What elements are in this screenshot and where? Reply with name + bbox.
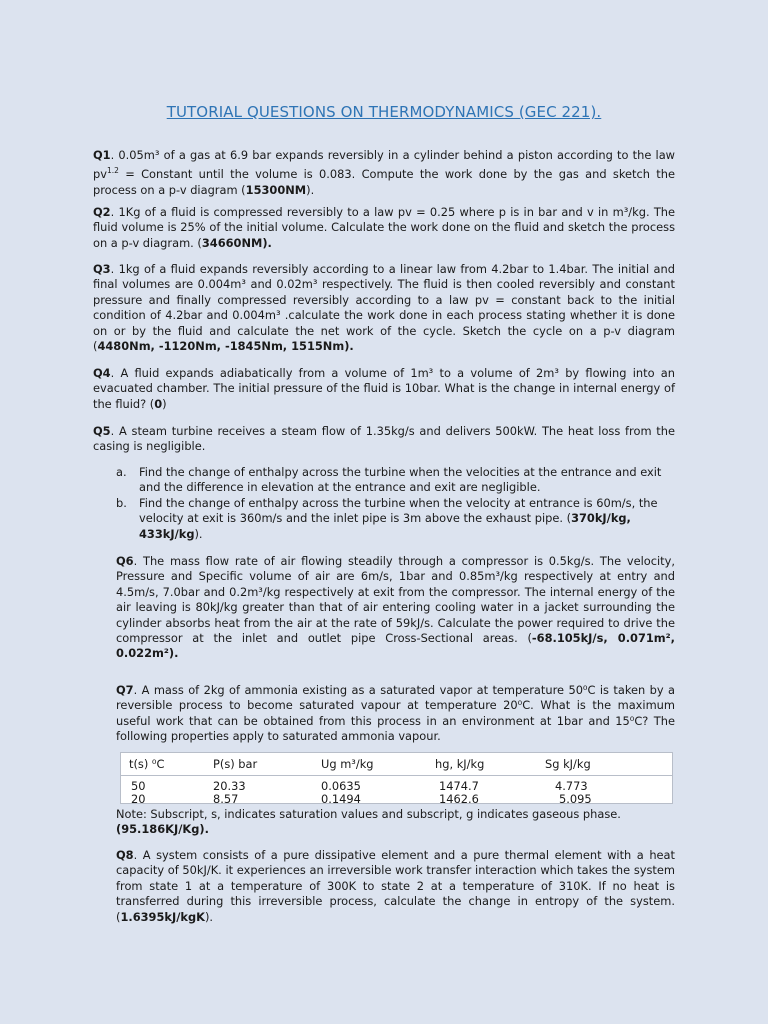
document-title: TUTORIAL QUESTIONS ON THERMODYNAMICS (GEC 221).: [166, 103, 602, 121]
table-header-cell: P(s) bar: [213, 757, 258, 771]
question-label: Q5: [93, 424, 111, 438]
question-label: Q2: [93, 205, 111, 219]
question-label: Q6: [116, 554, 134, 568]
question-label: Q8: [116, 848, 134, 862]
question-4: Q4. A fluid expands adiabatically from a volume of 1m³ to a volume of 2m³ by flowing into an evacuated chamber. The initial pressure of the fluid is 10bar. What is the change in internal energy of the fluid? (0): [93, 366, 675, 411]
table-header-cell: Ug m³/kg: [321, 757, 374, 771]
question-6: Q6. The mass flow rate of air flowing steadily through a compressor is 0.5kg/s. The velocity, Pressure and Specific volume of air are 6m/s, 1bar and 0.85m³/kg respectively at entry and 4.5m/s, 7.0bar and 0.2m³/kg respectively at exit from the compressor. The internal energy of the air leaving is 80kJ/kg greater than that of air entering cooling water in a jacket surrounding the cylinder absorbs heat from the air at the rate of 59kJ/s. Calculate the power required to drive the compressor at the inlet and outlet pipe Cross-Sectional areas. (-68.105kJ/s, 0.071m², 0.022m²).: [116, 554, 675, 661]
answer: 370kJ/kg, 433kJ/kg: [139, 511, 631, 541]
table-cell: 20.33: [213, 779, 246, 793]
answer: 0: [154, 396, 163, 411]
question-label: Q1: [93, 148, 111, 162]
answer: -68.105kJ/s, 0.071m², 0.022m²).: [116, 631, 675, 661]
question-1: Q1. 0.05m³ of a gas at 6.9 bar expands reversibly in a cylinder behind a piston according to the law $pv^{1.2}$ = Constant until the volume is 0.083. Compute the work done by the gas and sketch the process on a p-v diagram (15300NM).: [93, 148, 675, 197]
table-row: [121, 790, 672, 805]
question-5: Q5. A steam turbine receives a steam flow of 1.35kg/s and delivers 500kW. The heat loss from the casing is negligible.: [93, 424, 675, 454]
table-cell: 50: [131, 779, 146, 793]
table-cell: 1474.7: [439, 779, 479, 793]
question-3: Q3. 1kg of a fluid expands reversibly according to a linear law from 4.2bar to 1.4bar. The initial and final volumes are 0.004m³ and 0.02m³ respectively. The fluid is then cooled reversibly and constant pressure and finally compressed reversibly according to a law pv = constant back to the initial condition of 4.2bar and 0.004m³ .calculate the work done in each process stating whether it is done on or by the fluid and calculate the net work of the cycle. Sketch the cycle on a p-v diagram (4480Nm, -1120Nm, -1845Nm, 1515Nm).: [93, 262, 675, 354]
answer: 1.6395kJ/kgK: [120, 909, 205, 924]
table-header-cell: hg, kJ/kg: [435, 757, 485, 771]
table-cell: 20: [131, 792, 146, 806]
table-cell: 1462.6: [439, 792, 479, 806]
list-item: a. Find the change of enthalpy across the turbine when the velocities at the entrance and exit and the difference in elevation at the entrance and exit are negligible.: [116, 465, 662, 495]
table-header-cell: Sg kJ/kg: [545, 757, 591, 771]
answer: 15300NM: [245, 182, 307, 197]
table-header-cell: t(s) ⁰C: [129, 757, 165, 771]
answer: (95.186KJ/Kg).: [116, 822, 209, 837]
table-note: Note: Subscript, s, indicates saturation values and subscript, g indicates gaseous phase. (95.186KJ/Kg).: [116, 807, 621, 837]
table-cell: 4.773: [555, 779, 588, 793]
table-cell: 0.1494: [321, 792, 361, 806]
question-label: Q3: [93, 262, 111, 276]
table-cell: 5.095: [559, 792, 592, 806]
answer: 34660NM).: [201, 235, 272, 250]
question-5-list: [116, 465, 676, 542]
table-cell: 0.0635: [321, 779, 361, 793]
question-7: Q7. A mass of 2kg of ammonia existing as a saturated vapor at temperature 50⁰C is taken by a reversible process to become saturated vapour at temperature 20⁰C. What is the maximum useful work that can be obtained from this process in an environment at 1bar and 15⁰C? The following properties apply to saturated ammonia vapour.: [116, 683, 675, 744]
question-label: Q7: [116, 683, 134, 697]
list-item: b. Find the change of enthalpy across the turbine when the velocity at entrance is 60m/s, the velocity at exit is 360m/s and the inlet pipe is 3m above the exhaust pipe. (370kJ/kg, 433kJ/kg).: [116, 495, 658, 541]
table-cell: 8.57: [213, 792, 239, 806]
answer: 4480Nm, -1120Nm, -1845Nm, 1515Nm).: [97, 339, 354, 354]
question-8: Q8. A system consists of a pure dissipative element and a pure thermal element with a heat capacity of 50kJ/K. it experiences an irreversible work transfer interaction which takes the system from state 1 at a temperature of 300K to state 2 at a temperature of 310K. If no heat is transferred during this irreversible process, calculate the change in entropy of the system. (1.6395kJ/kgK).: [116, 848, 675, 924]
ammonia-properties-table: [120, 752, 673, 804]
question-label: Q4: [93, 366, 111, 380]
table-header-row: [121, 755, 672, 776]
question-2: Q2. 1Kg of a fluid is compressed reversibly to a law pv = 0.25 where p is in bar and v in m³/kg. The fluid volume is 25% of the initial volume. Calculate the work done on the fluid and sketch the process on a p-v diagram. (34660NM).: [93, 205, 675, 250]
